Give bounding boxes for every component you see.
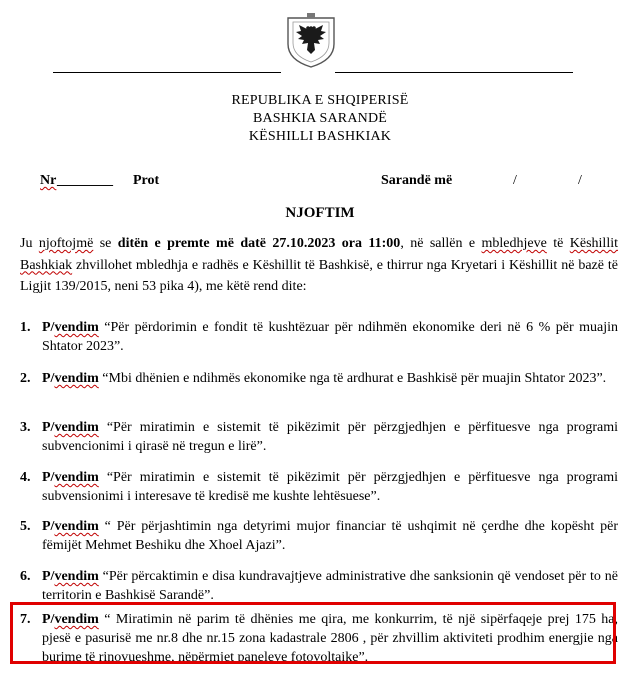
intro-paragraph: Ju njoftojmë se ditën e premte më datë 27.10.2023 ora 11:00, në sallën e mbledhjeve të Këshillit Bashkiak zhvillohet mbledhja e radhës e Këshillit të Bashkisë, e thirrur nga Kryetari i Këshillit në bazë të Ligjit 139/2015, neni 53 pika 4), me këtë rend dite: — [20, 236, 618, 294]
header-council: KËSHILLI BASHKIAK — [248, 129, 392, 144]
agenda-item-2: 2. P/vendim “Mbi dhënien e ndihmës ekonomike nga të ardhurat e Bashkisë për muajin Shtator 2023”. — [20, 371, 607, 386]
agenda-item-5: 5. P/vendim “ Për përjashtimin nga detyrimi mujor financiar të ushqimit në çerdhe dhe kopësht për fëmijët Mehmet Beshiku dhe Xhoel Ajazi”. — [20, 519, 618, 553]
notice-title: NJOFTIM — [285, 205, 355, 221]
agenda-item-3: 3. P/vendim “Për miratimin e sistemit të pikëzimit për përzgjedhjen e përfituesve nga programi subvencionimi i qirasë në tregun e lirë”. — [20, 420, 618, 454]
nr-label: Nr — [40, 173, 57, 188]
nr-blank: ________ — [57, 173, 113, 188]
agenda-item-6: 6. P/vendim “Për përcaktimin e disa kundravajtjeve administrative dhe sanksionin që vendoset për to në territorin e Bashkisë Sarandë”. — [20, 569, 618, 603]
agenda-item-1: 1. P/vendim “Për përdorimin e fondit të kushtëzuar për ndihmën ekonomike deri në 6 % për muajin Shtator 2023”. — [20, 320, 618, 354]
albanian-coat-of-arms-icon — [285, 12, 337, 69]
item-7-highlight-box — [10, 602, 616, 664]
header-rule-right — [335, 72, 573, 73]
prot-label: Prot — [133, 173, 160, 188]
header-municipality: BASHKIA SARANDË — [252, 111, 388, 126]
date-slash-2: / — [578, 173, 582, 188]
header-rule-left — [53, 72, 281, 73]
agenda-item-4: 4. P/vendim “Për miratimin e sistemit të pikëzimit për përzgjedhjen e përfituesve nga programi subvensionimi i interesave të kredisë me kushte lehtësuese”. — [20, 470, 618, 504]
agenda-item-7: 7. P/vendim “ Miratimin në parim të dhënies me qira, me konkurrim, të një sipërfaqeje prej 175 ha, pjesë e pasurisë me nr.8 dhe nr.15 zona kadastrale 2806 , për zhvillim aktiviteti prodhim energjie nga burime të rinovueshme, nëpërmjet paneleve fotovoltaike”. — [20, 612, 618, 665]
header-country: REPUBLIKA E SHQIPERISË — [231, 93, 409, 108]
place-date-label: Sarandë më — [381, 173, 453, 188]
date-slash-1: / — [513, 173, 517, 188]
